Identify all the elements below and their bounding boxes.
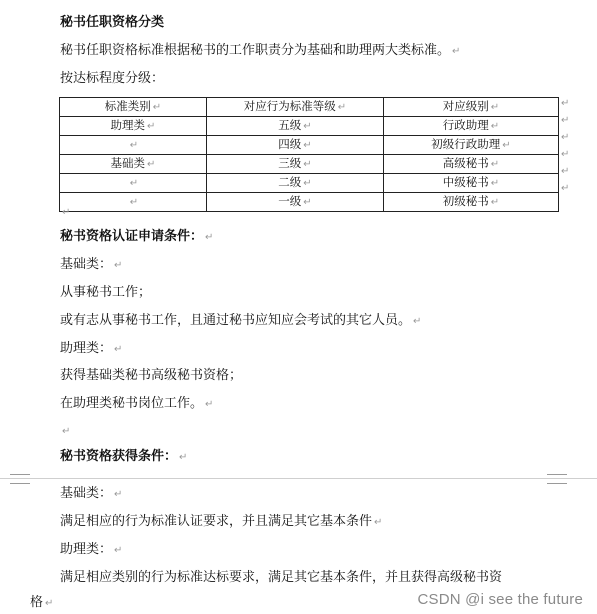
table-row — [60, 117, 559, 136]
empty-paragraph: ↵ — [62, 207, 71, 218]
paragraph: 从事秘书工作； — [60, 285, 152, 300]
paragraph: 满足相应的行为标准认证要求，并且满足其它基本条件 ↵ — [60, 514, 383, 529]
paragraph: 获得基础类秘书高级秘书资格； — [60, 368, 243, 383]
paragraph: 助理类： ↵ — [60, 542, 123, 557]
paragraph: 助理类： ↵ — [60, 341, 123, 356]
row-end-mark: ↵ — [561, 166, 570, 177]
section-title-classification: 秘书任职资格分类 — [60, 15, 165, 30]
paragraph-mark: ↵ — [452, 46, 461, 57]
table-header-cell: 对应级别 ↵ — [384, 98, 559, 117]
page-break-marker-left — [10, 474, 30, 484]
paragraph: 秘书任职资格标准根据秘书的工作职责分为基础和助理两大类标准。 ↵ — [60, 43, 461, 58]
table-header-row — [60, 98, 559, 117]
table-row — [60, 136, 559, 155]
empty-paragraph: ↵ — [62, 426, 71, 437]
table-row — [60, 193, 559, 212]
section-title-application: 秘书资格认证申请条件： ↵ — [60, 229, 214, 244]
table-cell: ↵ — [60, 174, 207, 193]
table-row — [60, 155, 559, 174]
paragraph: 基础类： ↵ — [60, 486, 123, 501]
row-end-mark: ↵ — [561, 149, 570, 160]
table-cell: 高级秘书 ↵ — [384, 155, 559, 174]
table-cell: 二级 ↵ — [207, 174, 384, 193]
table-cell: 助理类 ↵ — [60, 117, 207, 136]
paragraph: 格 ↵ — [30, 595, 54, 610]
row-end-mark: ↵ — [561, 115, 570, 126]
table-cell: 中级秘书 ↵ — [384, 174, 559, 193]
watermark: CSDN @i see the future — [417, 591, 583, 608]
row-end-mark: ↵ — [561, 132, 570, 143]
row-end-mark: ↵ — [561, 98, 570, 109]
table-cell: 行政助理 ↵ — [384, 117, 559, 136]
paragraph: 在助理类秘书岗位工作。 ↵ — [60, 396, 214, 411]
table-header-cell: 对应行为标准等级 ↵ — [207, 98, 384, 117]
table-cell: ↵ — [60, 193, 207, 212]
page-break-marker-right — [547, 474, 567, 484]
table-row — [60, 174, 559, 193]
row-end-mark: ↵ — [561, 183, 570, 194]
qualification-grade-table — [59, 97, 559, 212]
paragraph: 基础类： ↵ — [60, 257, 123, 272]
table-cell: 三级 ↵ — [207, 155, 384, 174]
table-cell: 初级行政助理 ↵ — [384, 136, 559, 155]
paragraph: 按达标程度分级： — [60, 71, 165, 86]
section-title-acquisition: 秘书资格获得条件： ↵ — [60, 449, 188, 464]
paragraph: 或有志从事秘书工作，且通过秘书应知应会考试的其它人员。 ↵ — [60, 313, 422, 328]
table-header-cell: 标准类别 ↵ — [60, 98, 207, 117]
paragraph: 满足相应类别的行为标准达标要求，满足其它基本条件，并且获得高级秘书资 — [60, 570, 503, 585]
table-cell: 初级秘书 ↵ — [384, 193, 559, 212]
table-cell: ↵ — [60, 136, 207, 155]
table-cell: 一级 ↵ — [207, 193, 384, 212]
table-cell: 基础类 ↵ — [60, 155, 207, 174]
table-cell: 五级 ↵ — [207, 117, 384, 136]
table-cell: 四级 ↵ — [207, 136, 384, 155]
page-break-line — [0, 478, 597, 479]
